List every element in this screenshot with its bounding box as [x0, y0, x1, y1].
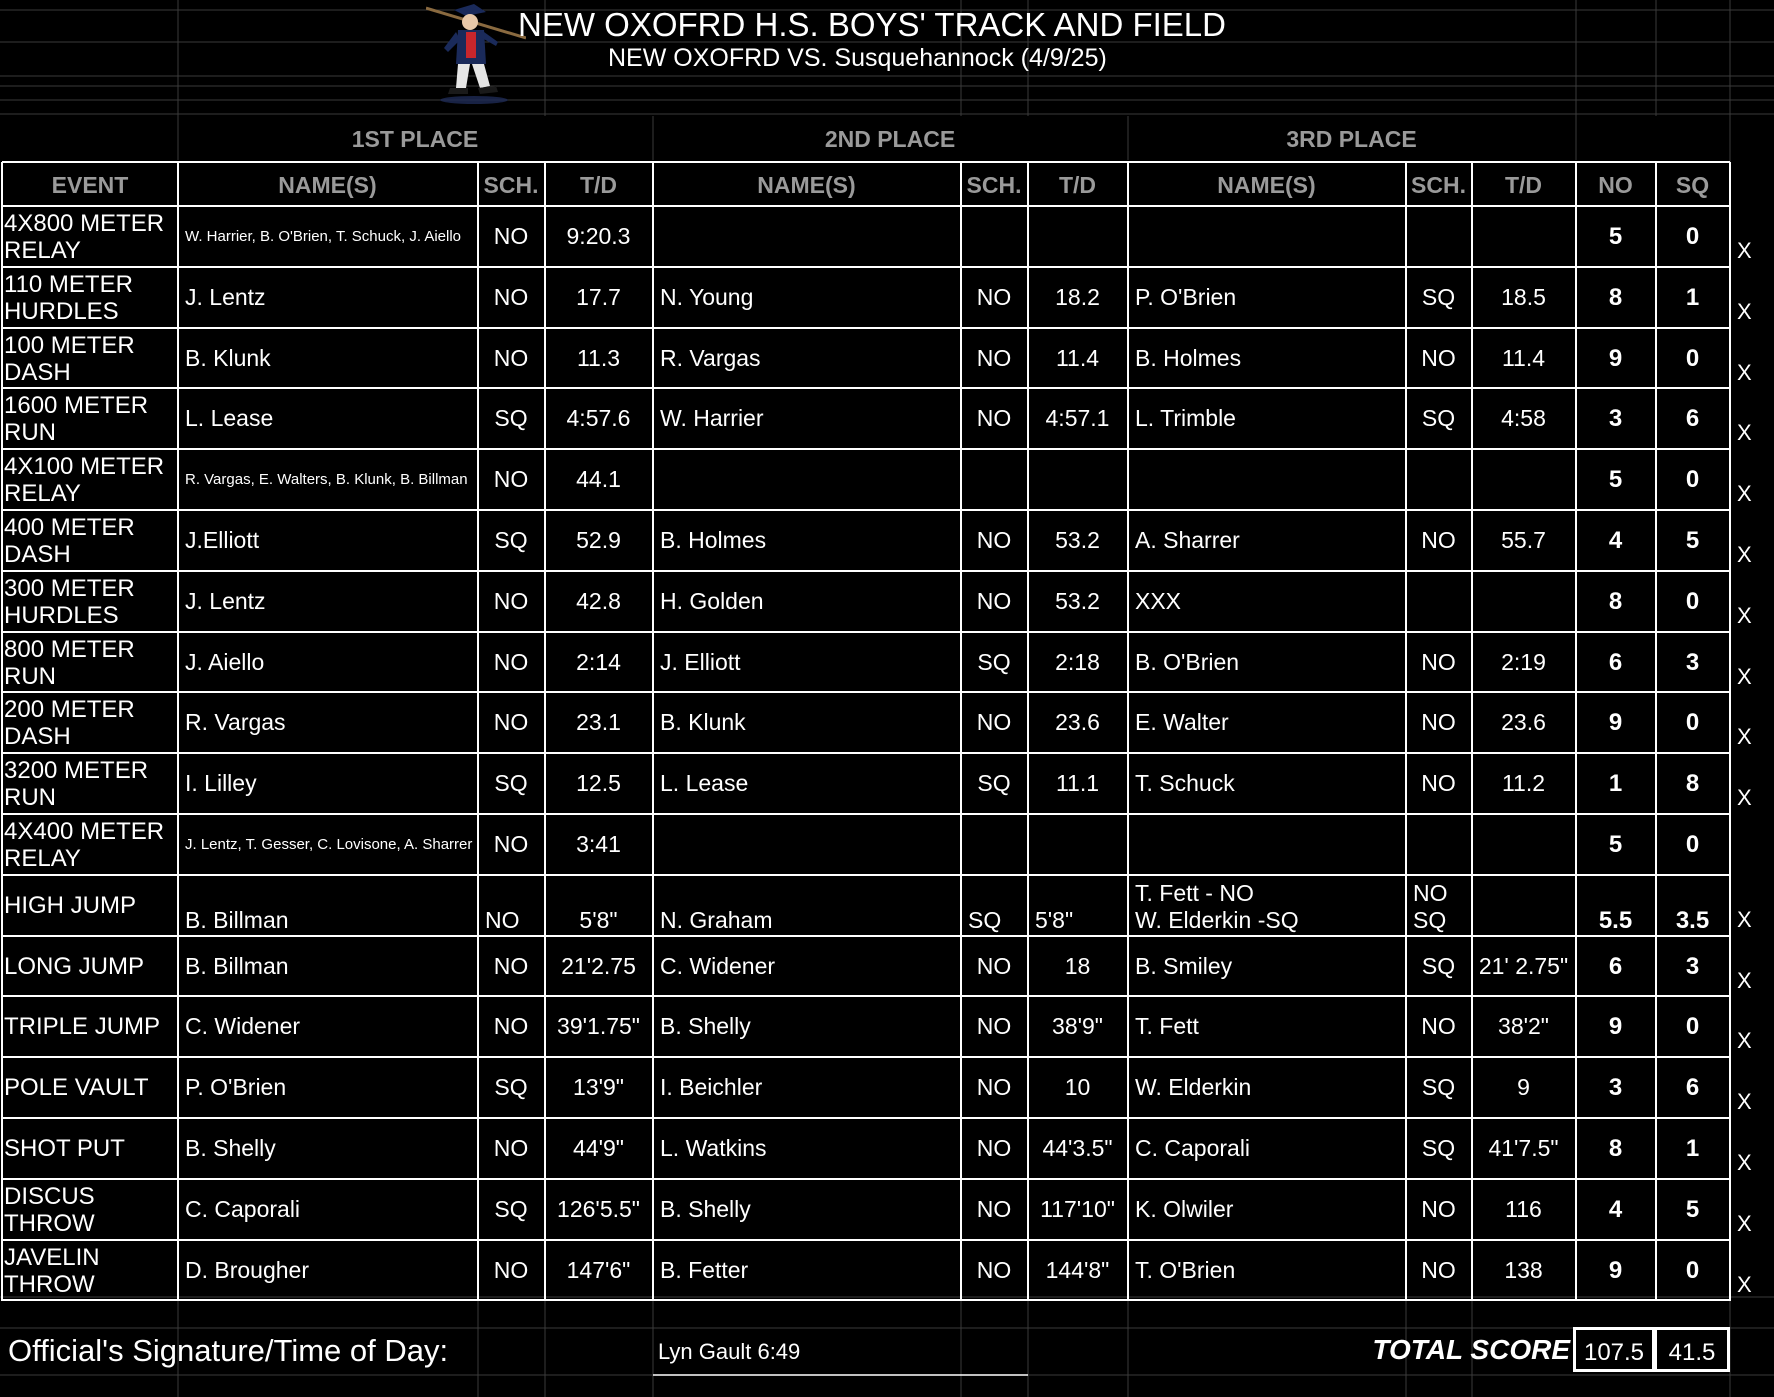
place-3-mark: 138: [1504, 1257, 1543, 1283]
place-2-mark: 53.2: [1055, 588, 1100, 614]
place-3-mark: 21' 2.75": [1478, 953, 1569, 979]
points-no: 6: [1608, 648, 1623, 676]
place-2-name: [653, 450, 960, 509]
place-2-name: B. Fetter: [660, 1257, 749, 1283]
place-1-name: W. Harrier, B. O'Brien, T. Schuck, J. Aiello: [185, 227, 462, 245]
event-name: 300 METER HURDLES: [4, 574, 135, 629]
place-1-mark: 17.7: [576, 284, 621, 310]
verified-mark: X: [1737, 542, 1752, 567]
place-2-school: NO: [976, 953, 1012, 979]
place-1-name: L. Lease: [185, 405, 274, 431]
place-1-mark: 3:41: [576, 831, 621, 857]
place-1-mark: 4:57.6: [566, 405, 631, 431]
place-3-mark: 41'7.5": [1488, 1135, 1559, 1161]
place-3-mark: [1472, 815, 1575, 874]
points-no: 8: [1608, 1134, 1623, 1162]
place-2-mark: 4:57.1: [1045, 405, 1110, 431]
col-sch-2: SCH.: [966, 172, 1022, 198]
place-1-name: P. O'Brien: [185, 1074, 287, 1100]
place-3-school: [1406, 450, 1471, 509]
verified-mark: X: [1737, 360, 1752, 385]
place-3-school: SQ: [1421, 1135, 1456, 1161]
place-2-name: N. Graham: [660, 907, 773, 933]
table-row: [0, 1241, 1774, 1300]
place-1-school: NO: [493, 1135, 529, 1161]
verified-mark: X: [1737, 1272, 1752, 1297]
place-3-school: NO: [1421, 527, 1456, 553]
place-2-mark: 10: [1064, 1074, 1091, 1100]
place-2-mark: 44'3.5": [1042, 1135, 1113, 1161]
place-3-name: K. Olwiler: [1135, 1196, 1234, 1222]
event-name: POLE VAULT: [4, 1074, 149, 1101]
verified-mark: X: [1737, 238, 1752, 263]
points-sq: 0: [1685, 830, 1700, 858]
table-row: [0, 997, 1774, 1056]
place-2-mark: 23.6: [1055, 709, 1100, 735]
place-3-mark: 9: [1517, 1074, 1530, 1100]
verified-mark: X: [1737, 1211, 1752, 1236]
place-3-school: NO: [1421, 649, 1456, 675]
first-place-header: 1ST PLACE: [351, 126, 479, 152]
col-td-1: T/D: [579, 172, 618, 198]
place-1-mark: 147'6": [566, 1257, 631, 1283]
place-1-name: J. Aiello: [185, 649, 265, 675]
place-2-mark: 5'8": [1035, 907, 1074, 933]
event-name: 100 METER DASH: [4, 331, 135, 386]
place-3-school: NO: [1421, 1013, 1456, 1039]
points-no: 5: [1608, 222, 1623, 250]
place-1-name: R. Vargas: [185, 709, 286, 735]
place-2-name: H. Golden: [660, 588, 764, 614]
place-2-name: B. Shelly: [660, 1196, 751, 1222]
place-2-school: SQ: [977, 770, 1011, 796]
place-1-name: J. Lentz: [185, 284, 266, 310]
place-3-school: [1406, 815, 1471, 874]
points-no: 3: [1608, 1073, 1623, 1101]
table-row: [0, 572, 1774, 631]
place-2-school: NO: [976, 588, 1012, 614]
place-2-name: N. Young: [660, 284, 754, 310]
points-sq: 1: [1685, 283, 1700, 311]
points-no: 9: [1608, 344, 1623, 372]
points-no: 4: [1608, 526, 1623, 554]
place-2-name: B. Holmes: [660, 527, 767, 553]
place-1-mark: 52.9: [576, 527, 621, 553]
place-1-school: SQ: [494, 1074, 528, 1100]
event-name: JAVELIN THROW: [4, 1243, 100, 1298]
place-3-name: XXX: [1135, 588, 1182, 614]
place-2-school: SQ: [968, 907, 1002, 933]
verified-mark: X: [1737, 299, 1752, 324]
place-1-mark: 44'9": [573, 1135, 624, 1161]
place-3-mark: [1472, 572, 1575, 631]
place-3-name: T. Fett - NO W. Elderkin -SQ: [1135, 880, 1299, 933]
place-3-mark: 38'2": [1498, 1013, 1549, 1039]
place-3-school: [1406, 572, 1471, 631]
place-3-school: SQ: [1421, 1074, 1456, 1100]
place-2-name: J. Elliott: [660, 649, 741, 675]
table-row: [0, 450, 1774, 509]
points-sq: 6: [1685, 1073, 1700, 1101]
table-row: [0, 937, 1774, 996]
place-1-mark: 23.1: [576, 709, 621, 735]
place-3-school: NO: [1421, 1257, 1456, 1283]
place-1-mark: 12.5: [576, 770, 621, 796]
place-2-school: [961, 450, 1027, 509]
verified-mark: X: [1737, 1150, 1752, 1175]
place-2-school: NO: [976, 284, 1012, 310]
place-1-mark: 44.1: [576, 466, 621, 492]
place-2-school: NO: [976, 1196, 1012, 1222]
place-1-school: NO: [493, 953, 529, 979]
col-name-2: NAME(S): [757, 172, 856, 198]
place-2-school: NO: [976, 1074, 1012, 1100]
place-3-name: W. Elderkin: [1135, 1074, 1252, 1100]
place-2-school: NO: [976, 1257, 1012, 1283]
col-sch-1: SCH.: [483, 172, 539, 198]
place-2-school: [961, 815, 1027, 874]
event-name: 110 METER HURDLES: [4, 270, 133, 325]
page-title: NEW OXOFRD H.S. BOYS' TRACK AND FIELD: [518, 6, 1226, 43]
points-sq: 3.5: [1675, 907, 1710, 934]
place-2-mark: 18.2: [1055, 284, 1100, 310]
place-1-name: B. Shelly: [185, 1135, 276, 1161]
place-1-mark: 11.3: [576, 345, 621, 371]
verified-mark: X: [1737, 785, 1752, 810]
place-1-name: B. Klunk: [185, 345, 271, 371]
place-3-mark: [1472, 207, 1575, 266]
place-1-name: J. Lentz, T. Gesser, C. Lovisone, A. Sharrer: [185, 835, 473, 853]
place-1-school: NO: [493, 345, 529, 371]
place-1-school: SQ: [494, 527, 528, 553]
place-2-mark: [1028, 450, 1127, 509]
place-1-school: NO: [485, 907, 520, 933]
total-score-label: TOTAL SCORE: [1372, 1334, 1570, 1365]
place-2-name: [653, 207, 960, 266]
place-1-name: R. Vargas, E. Walters, B. Klunk, B. Billman: [185, 470, 468, 488]
event-name: 4X400 METER RELAY: [4, 817, 165, 872]
event-name: DISCUS THROW: [4, 1182, 95, 1237]
points-sq: 5: [1685, 526, 1700, 554]
place-3-name: B. O'Brien: [1135, 649, 1240, 675]
points-no: 3: [1608, 404, 1623, 432]
table-row: [0, 1119, 1774, 1178]
points-sq: 8: [1685, 769, 1700, 797]
table-row: [0, 1058, 1774, 1117]
place-1-mark: 5'8": [579, 907, 618, 933]
place-1-mark: 13'9": [573, 1074, 624, 1100]
place-1-name: B. Billman: [185, 953, 289, 979]
col-event: EVENT: [51, 172, 129, 198]
place-3-school: NO: [1421, 345, 1456, 371]
table-row: [0, 207, 1774, 266]
event-name: LONG JUMP: [4, 953, 145, 980]
place-2-name: B. Klunk: [660, 709, 746, 735]
signature-label: Official's Signature/Time of Day:: [8, 1333, 449, 1368]
points-no: 8: [1608, 283, 1623, 311]
place-3-name: T. Fett: [1135, 1013, 1199, 1039]
place-3-name: [1128, 815, 1405, 874]
points-sq: 1: [1685, 1134, 1700, 1162]
table-row: [0, 268, 1774, 327]
verified-mark: [1737, 815, 1759, 874]
verified-mark: X: [1737, 1089, 1752, 1114]
meet-subtitle: NEW OXOFRD VS. Susquehannock (4/9/25): [608, 44, 1107, 72]
points-sq: 0: [1685, 587, 1700, 615]
verified-mark: X: [1737, 664, 1752, 689]
place-3-name: A. Sharrer: [1135, 527, 1240, 553]
header: [0, 0, 1774, 110]
points-no: 5: [1608, 830, 1623, 858]
place-1-school: NO: [493, 1257, 529, 1283]
table-row: [0, 876, 1774, 935]
place-3-school: [1406, 207, 1471, 266]
place-1-mark: 39'1.75": [557, 1013, 640, 1039]
place-1-mark: 126'5.5": [557, 1196, 640, 1222]
place-1-name: D. Brougher: [185, 1257, 310, 1283]
place-2-name: B. Shelly: [660, 1013, 751, 1039]
event-name: 4X100 METER RELAY: [4, 452, 165, 507]
place-3-name: E. Walter: [1135, 709, 1229, 735]
place-1-mark: 9:20.3: [566, 223, 631, 249]
table-row: [0, 1180, 1774, 1239]
third-place-header: 3RD PLACE: [1286, 126, 1417, 152]
place-2-name: L. Lease: [660, 770, 749, 796]
place-1-name: J.Elliott: [185, 527, 260, 553]
place-3-mark: 11.2: [1501, 770, 1546, 796]
place-2-mark: 144'8": [1045, 1257, 1110, 1283]
place-3-name: P. O'Brien: [1135, 284, 1237, 310]
second-place-header: 2ND PLACE: [824, 126, 956, 152]
place-3-school: NO: [1421, 770, 1456, 796]
event-name: TRIPLE JUMP: [4, 1013, 161, 1040]
place-3-name: T. O'Brien: [1135, 1257, 1236, 1283]
place-3-mark: 18.5: [1501, 284, 1546, 310]
col-sq: SQ: [1675, 172, 1710, 198]
points-no: 8: [1608, 587, 1623, 615]
verified-mark: X: [1737, 968, 1752, 993]
points-sq: 6: [1685, 404, 1700, 432]
place-1-school: NO: [493, 831, 529, 857]
total-score-no: 107.5: [1573, 1327, 1655, 1372]
place-2-mark: 117'10": [1040, 1196, 1115, 1222]
place-1-name: C. Caporali: [185, 1196, 301, 1222]
place-2-mark: [1028, 207, 1127, 266]
col-sch-3: SCH.: [1411, 172, 1466, 198]
place-3-name: B. Smiley: [1135, 953, 1233, 979]
event-name: 3200 METER RUN: [4, 756, 149, 811]
verified-mark: X: [1737, 907, 1752, 932]
event-name: 1600 METER RUN: [4, 391, 149, 446]
place-1-school: SQ: [494, 1196, 528, 1222]
place-3-mark: 55.7: [1501, 527, 1546, 553]
place-1-mark: 21'2.75: [561, 953, 636, 979]
place-3-mark: 23.6: [1501, 709, 1546, 735]
place-3-mark: 116: [1505, 1196, 1542, 1222]
table-row: [0, 754, 1774, 813]
place-2-school: NO: [976, 1013, 1012, 1039]
points-no: 9: [1608, 708, 1623, 736]
place-2-mark: 11.4: [1055, 345, 1100, 371]
points-sq: 0: [1685, 708, 1700, 736]
place-1-name: I. Lilley: [185, 770, 257, 796]
place-1-school: SQ: [494, 770, 528, 796]
place-2-school: NO: [976, 405, 1012, 431]
place-3-school: SQ: [1421, 405, 1456, 431]
event-name: HIGH JUMP: [4, 892, 136, 919]
place-2-mark: 53.2: [1055, 527, 1100, 553]
place-3-school: NO SQ: [1413, 880, 1448, 933]
table-row: [0, 815, 1774, 874]
total-score-sq: 41.5: [1654, 1327, 1730, 1372]
place-3-mark: 11.4: [1501, 345, 1546, 371]
place-3-school: SQ: [1421, 953, 1456, 979]
event-name: 4X800 METER RELAY: [4, 209, 165, 264]
points-no: 5: [1608, 465, 1623, 493]
points-sq: 0: [1685, 1012, 1700, 1040]
place-2-school: [961, 207, 1027, 266]
table-row: [0, 511, 1774, 570]
verified-mark: X: [1737, 481, 1752, 506]
place-2-name: R. Vargas: [660, 345, 761, 371]
table-row: [0, 633, 1774, 692]
place-2-school: SQ: [977, 649, 1011, 675]
place-1-school: NO: [493, 649, 529, 675]
verified-mark: X: [1737, 420, 1752, 445]
points-no: 9: [1608, 1256, 1623, 1284]
points-sq: 0: [1685, 344, 1700, 372]
col-no: NO: [1598, 172, 1633, 198]
event-name: 200 METER DASH: [4, 695, 135, 750]
place-3-name: [1128, 207, 1405, 266]
points-sq: 5: [1685, 1195, 1700, 1223]
points-sq: 0: [1685, 222, 1700, 250]
points-no: 5.5: [1598, 907, 1633, 934]
place-3-name: B. Holmes: [1135, 345, 1242, 371]
verified-mark: X: [1737, 724, 1752, 749]
place-2-school: NO: [976, 527, 1012, 553]
place-3-mark: [1472, 450, 1575, 509]
place-3-mark: 4:58: [1501, 405, 1546, 431]
place-1-school: NO: [493, 466, 529, 492]
table-row: [0, 693, 1774, 752]
place-2-name: I. Beichler: [660, 1074, 763, 1100]
place-1-mark: 2:14: [576, 649, 621, 675]
place-1-school: NO: [493, 709, 529, 735]
place-2-mark: 38'9": [1052, 1013, 1103, 1039]
place-3-school: NO: [1421, 1196, 1456, 1222]
place-1-name: B. Billman: [185, 907, 289, 933]
place-3-school: SQ: [1421, 284, 1456, 310]
col-td-2: T/D: [1058, 172, 1097, 198]
place-1-mark: 42.8: [576, 588, 621, 614]
place-2-name: W. Harrier: [660, 405, 764, 431]
place-2-school: NO: [976, 1135, 1012, 1161]
col-name-1: NAME(S): [278, 172, 377, 198]
place-1-school: SQ: [494, 405, 528, 431]
place-1-name: J. Lentz: [185, 588, 266, 614]
place-2-mark: 18: [1064, 953, 1091, 979]
col-td-3: T/D: [1504, 172, 1543, 198]
points-sq: 3: [1685, 648, 1700, 676]
place-3-mark: 2:19: [1501, 649, 1546, 675]
place-3-school: NO: [1421, 709, 1456, 735]
points-no: 1: [1608, 769, 1623, 797]
event-name: 400 METER DASH: [4, 513, 135, 568]
verified-mark: X: [1737, 603, 1752, 628]
place-1-school: NO: [493, 1013, 529, 1039]
place-2-mark: [1028, 815, 1127, 874]
place-2-name: [653, 815, 960, 874]
patriot-mascot-logo: [426, 2, 526, 106]
points-sq: 0: [1685, 1256, 1700, 1284]
event-name: 800 METER RUN: [4, 635, 135, 690]
points-no: 6: [1608, 952, 1623, 980]
event-name: SHOT PUT: [4, 1135, 125, 1162]
table-row: [0, 329, 1774, 388]
place-2-school: NO: [976, 345, 1012, 371]
place-1-school: NO: [493, 223, 529, 249]
place-3-name: L. Trimble: [1135, 405, 1236, 431]
place-2-name: L. Watkins: [660, 1135, 767, 1161]
place-2-mark: 11.1: [1055, 770, 1100, 796]
place-3-name: T. Schuck: [1135, 770, 1235, 796]
table-row: [0, 389, 1774, 448]
place-2-school: NO: [976, 709, 1012, 735]
points-sq: 0: [1685, 465, 1700, 493]
signature-value: Lyn Gault 6:49: [658, 1339, 801, 1364]
place-3-name: C. Caporali: [1135, 1135, 1251, 1161]
col-name-3: NAME(S): [1217, 172, 1316, 198]
verified-mark: X: [1737, 1028, 1752, 1053]
place-1-school: NO: [493, 588, 529, 614]
points-no: 9: [1608, 1012, 1623, 1040]
place-2-name: C. Widener: [660, 953, 776, 979]
place-1-name: C. Widener: [185, 1013, 301, 1039]
place-2-mark: 2:18: [1055, 649, 1100, 675]
points-sq: 3: [1685, 952, 1700, 980]
place-1-school: NO: [493, 284, 529, 310]
place-3-mark: [1472, 876, 1575, 935]
place-3-name: [1128, 450, 1405, 509]
points-no: 4: [1608, 1195, 1623, 1223]
